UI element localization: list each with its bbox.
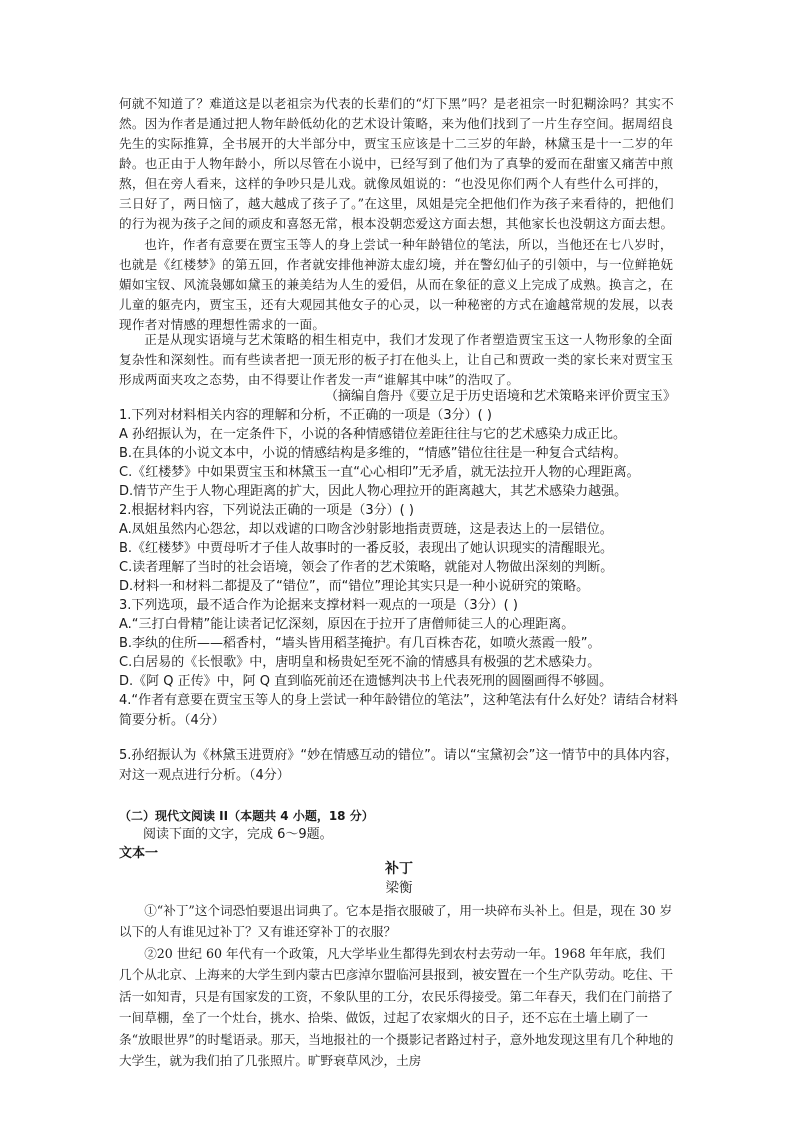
question-3-option-b: B.李纨的住所——稻香村，“墙头皆用稻茎掩护。有几百株杏花，如喷火蒸霞一般”。 xyxy=(119,636,601,651)
question-3-option-d: D.《阿 Q 正传》中，阿 Q 直到临死前还在遗憾判决书上代表死刑的圆圈画得不够圆。 xyxy=(119,674,613,689)
section-instruction: 阅读下面的文字，完成 6～9题。 xyxy=(143,827,333,842)
question-5: 5.孙绍振认为《林黛玉进贾府》“妙在情感互动的错位”。请以“宝黛初会”这一情节中的具体内容，对这一观点进行分析。（4分） xyxy=(119,748,679,783)
story-paragraph-1: ①“补丁”这个词恐怕要退出词典了。它本是指衣服破了，用一块碎布头补上。但是，现在 30 岁以下的人有谁见过补丁？又有谁还穿补丁的衣服？ xyxy=(119,903,673,940)
story-paragraph-2: ②20 世纪 60 年代有一个政策，凡大学毕业生都得先到农村去劳动一年。1968 年年底，我们几个从北京、上海来的大学生到内蒙古巴彦淖尔盟临河县报到，被安置在一个生产队劳动。吃住、干活一如知青，只是有国家发的工资，不象队里的工分，农民乐得接受。第二年春天，我们在门前搭了一间草棚，垒了一个灶台，挑水、拾柴、做饭，过起了农家烟火的日子，还不忘在土墙上刷了一条“放眼世界”的时髦语录。那天，当地报社的一个摄影记者路过村子，意外地发现这里有几个种地的大学生，就为我们拍了几张照片。旷野衰草风沙，土房 xyxy=(119,946,674,1069)
question-3-stem: 3.下列选项，最不适合作为论据来支撑材料一观点的一项是（3分）( ) xyxy=(119,598,518,613)
question-1-option-b: B.在具体的小说文本中，小说的情感结构是多维的，“情感”错位往往是一种复合式结构。 xyxy=(119,446,627,461)
question-3-option-c: C.白居易的《长恨歌》中，唐明皇和杨贵妃至死不渝的情感具有极强的艺术感染力。 xyxy=(119,655,601,670)
question-1-option-c: C.《红楼梦》中如果贾宝玉和林黛玉一直“心心相印”无矛盾，就无法拉开人物的心理距离。 xyxy=(119,465,640,480)
story-title: 补丁 xyxy=(385,861,413,877)
section-heading: （二）现代文阅读 II（本题共 4 小题，18 分） xyxy=(119,809,374,823)
question-3-option-a: A.“三打白骨精”能让读者记忆深刻，原因在于拉开了唐僧师徒三人的心理距离。 xyxy=(119,617,575,632)
question-2-stem: 2.根据材料内容，下列说法正确的一项是（3分）( ) xyxy=(119,503,414,518)
question-2-option-c: C.读者理解了当时的社会语境，领会了作者的艺术策略，就能对人物做出深刻的判断。 xyxy=(119,560,614,575)
passage-paragraph-3: 正是从现实语境与艺术策略的相生相克中，我们才发现了作者塑造贾宝玉这一人物形象的全面复杂性和深刻性。而有些读者把一顶无形的板子打在他头上，让自己和贾政一类的家长来对贾宝玉形成两面夹攻之态势，由不得要让作者发一声“谁解其中味”的浩叹了。 xyxy=(119,332,674,387)
text-label: 文本一 xyxy=(119,846,159,861)
passage-paragraph-1: 何就不知道了？难道这是以老祖宗为代表的长辈们的“灯下黑”吗？是老祖宗一时犯糊涂吗？其实不然。因为作者是通过把人物年龄低幼化的艺术设计策略，来为他们找到了一片生存空间。据周绍良先生的实际推算，全书展开的大半部分中，贾宝玉应该是十二三岁的年龄，林黛玉是十一二岁的年龄。也正由于人物年龄小，所以尽管在小说中，已经写到了他们为了真挚的爱而在甜蜜又痛苦中煎熬，但在旁人看来，这样的争吵只是儿戏。就像凤姐说的：“也没见你们两个人有些什么可拌的，三日好了，两日恼了，越大越成了孩子了。”在这里，凤姐是完全把他们作为孩子来看待的，把他们的行为视为孩子之间的顽皮和喜怒无常，根本没朝恋爱这方面去想，其他家长也没朝这方面去想。 xyxy=(119,96,675,231)
question-1-stem: 1.下列对材料相关内容的理解和分析，不正确的一项是（3分）( ) xyxy=(119,408,492,423)
question-4: 4.“作者有意要在贾宝玉等人的身上尝试一种年龄错位的笔法”，这种笔法有什么好处？请结合材料简要分析。（4分） xyxy=(119,693,678,728)
passage-source: （摘编自詹丹《要立足于历史语境和艺术策略来评价贾宝玉》 xyxy=(324,389,676,404)
question-1-option-a: A 孙绍振认为，在一定条件下，小说的各种情感错位差距往往与它的艺术感染力成正比。 xyxy=(119,427,627,442)
question-2-option-a: A.凤姐虽然内心怨忿，却以戏谑的口吻含沙射影地指责贾琏，这是表达上的一层错位。 xyxy=(119,522,613,537)
story-author: 梁衡 xyxy=(385,880,413,896)
passage-paragraph-2: 也许，作者有意要在贾宝玉等人的身上尝试一种年龄错位的笔法，所以，当他还在七八岁时，也就是《红楼梦》的第五回，作者就安排他神游太虚幻境，并在警幻仙子的引领中，与一位鲜艳妩媚如宝钗、风流袅娜如黛玉的兼美结为人生的爱侣，从而在象征的意义上完成了成熟。换言之，在儿童的躯壳内，贾宝玉，还有大观园其他女子的心灵，以一种秘密的方式在逾越常规的发展，以表现作者对情感的理想性需求的一面。 xyxy=(119,237,674,332)
question-1-option-d: D.情节产生于人物心理距离的扩大，因此人物心理拉开的距离越大，其艺术感染力越强。 xyxy=(119,484,628,499)
question-2-option-b: B.《红楼梦》中贾母听才子佳人故事时的一番反驳，表现出了她认识现实的清醒眼光。 xyxy=(119,541,614,556)
question-2-option-d: D.材料一和材料二都提及了“错位”，而“错位”理论其实只是一种小说研究的策略。 xyxy=(119,579,590,594)
